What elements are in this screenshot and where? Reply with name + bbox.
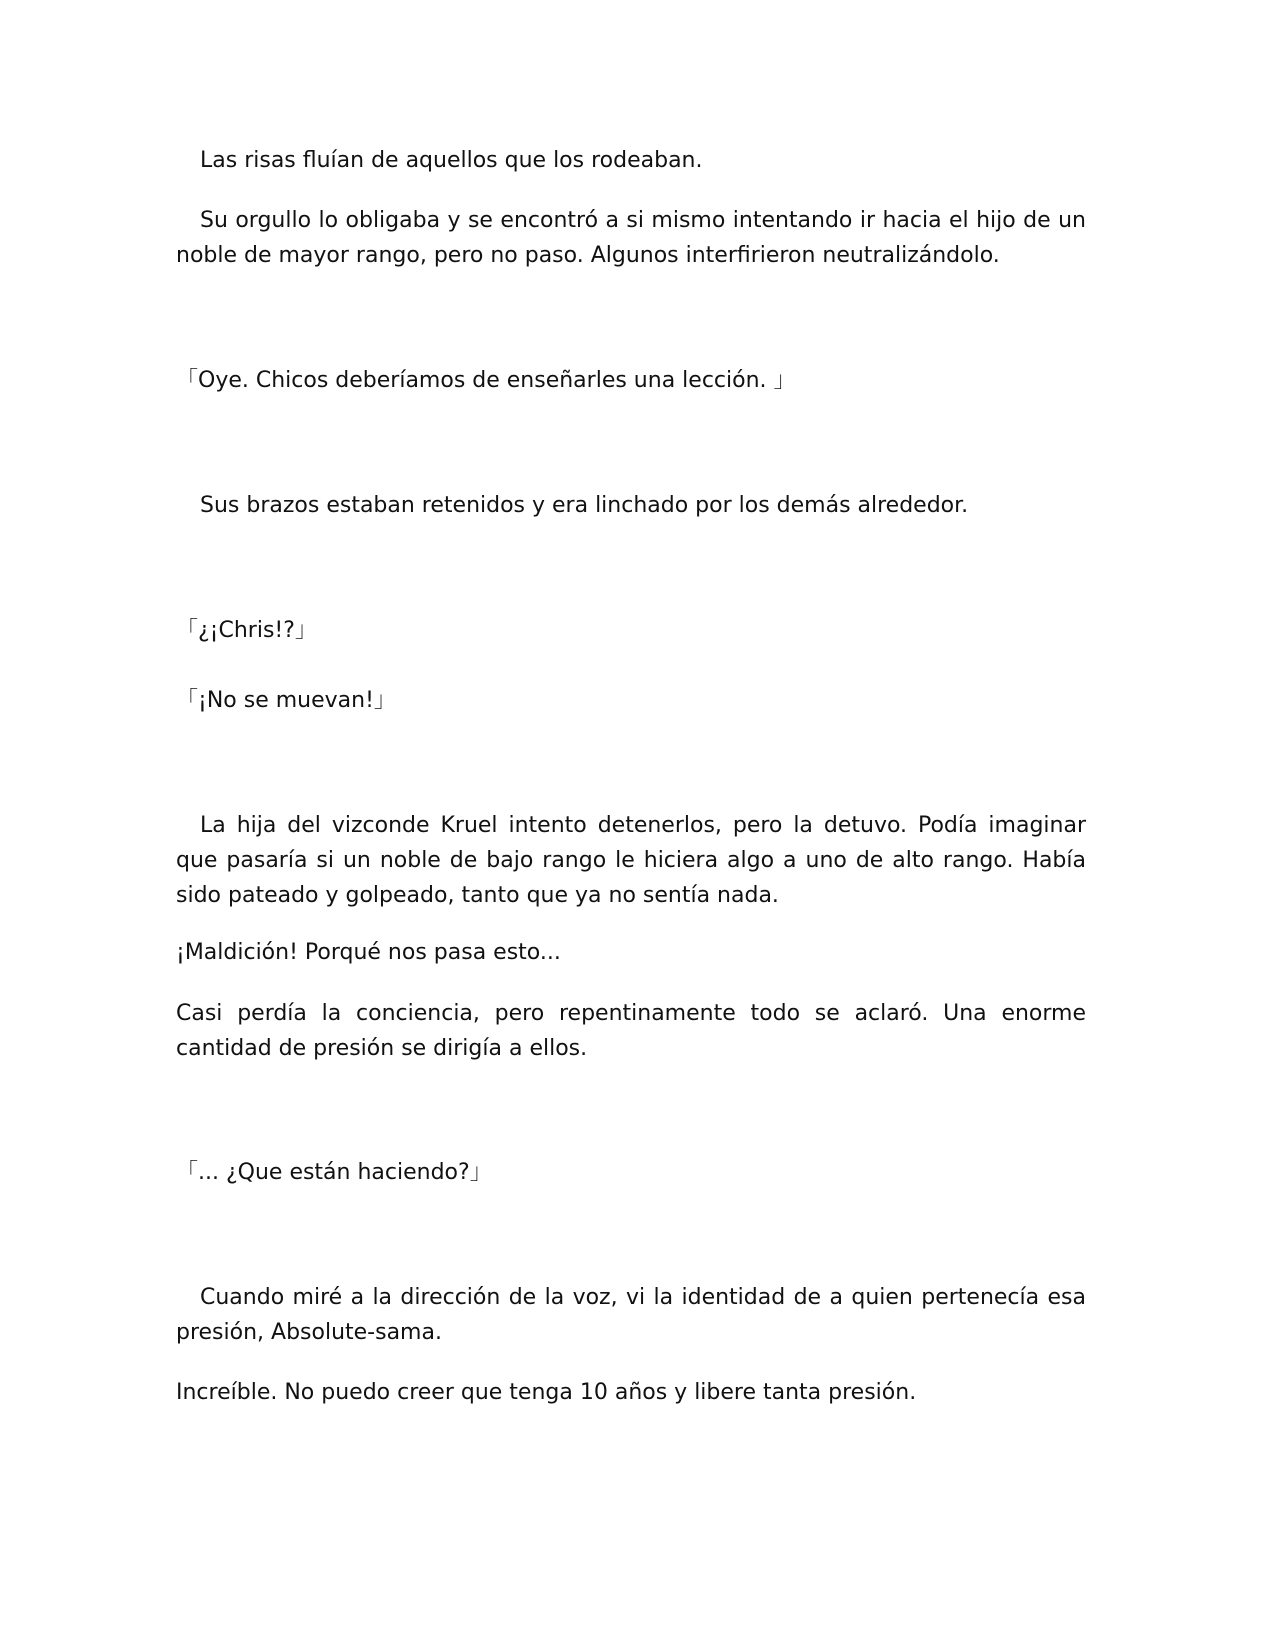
paragraph-consciousness: Casi perdía la conciencia, pero repentinamente todo se aclaró. Una enorme cantidad de presión se dirigía a ellos. (176, 1001, 1086, 1061)
dialogue-what-doing: 「... ¿Que están haciendo?」 (176, 1160, 492, 1185)
paragraph-laughter: Las risas fluían de aquellos que los rodeaban. (200, 148, 703, 173)
paragraph-pride: Su orgullo lo obligaba y se encontró a si mismo intentando ir hacia el hijo de un noble de mayor rango, pero no paso. Algunos interfirieron neutralizándolo. (176, 208, 1086, 268)
paragraph-curse: ¡Maldición! Porqué nos pasa esto... (176, 940, 561, 965)
dialogue-dont-move: 「¡No se muevan!」 (176, 688, 396, 713)
paragraph-viscount-daughter: La hija del vizconde Kruel intento detenerlos, pero la detuvo. Podía imaginar que pasaría si un noble de bajo rango le hiciera algo a uno de alto rango. Había sido pateado y golpeado, tanto que ya no sentía nada. (176, 813, 1086, 908)
paragraph-absolute-sama: Cuando miré a la dirección de la voz, vi la identidad de a quien pertenecía esa presión, Absolute-sama. (176, 1285, 1086, 1345)
paragraph-arms-held: Sus brazos estaban retenidos y era linchado por los demás alrededor. (200, 493, 969, 518)
dialogue-chris: 「¿¡Chris!?」 (176, 618, 317, 643)
paragraph-incredible: Increíble. No puedo creer que tenga 10 años y libere tanta presión. (176, 1380, 917, 1405)
dialogue-lesson: 「Oye. Chicos deberíamos de enseñarles una lección. 」 (176, 368, 796, 393)
